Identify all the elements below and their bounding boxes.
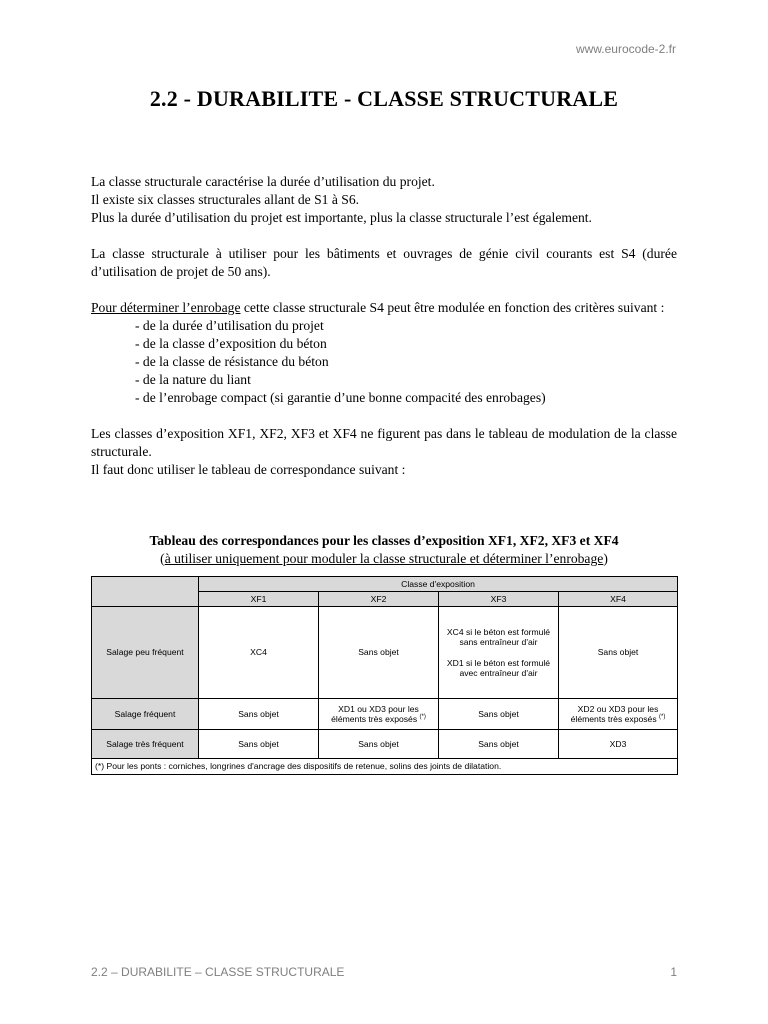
paragraph-s4: La classe structurale à utiliser pour les bâtiments et ouvrages de génie civil courants est S4 (durée d’utilisation de projet de 50 ans).	[91, 246, 677, 279]
row-header: Salage très fréquent	[92, 730, 199, 759]
table-cell	[439, 607, 559, 699]
row-header: Salage peu fréquent	[92, 607, 199, 699]
paragraph-intro-line1: La classe structurale caractérise la durée d’utilisation du projet.	[91, 174, 435, 189]
table-row	[92, 730, 678, 759]
table-cell: XD3	[559, 730, 678, 759]
paragraph-intro-line3: Plus la durée d’utilisation du projet est importante, plus la classe structurale l’est également.	[91, 210, 592, 225]
column-header-xf4: XF4	[559, 592, 678, 607]
paragraph-xf-classes: Les classes d’exposition XF1, XF2, XF3 et XF4 ne figurent pas dans le tableau de modulation de la classe structurale.	[91, 426, 677, 459]
table-cell: Sans objet	[319, 730, 439, 759]
table-row	[92, 699, 678, 730]
table-footnote: (*) Pour les ponts : corniches, longrines d'ancrage des dispositifs de retenue, solins des joints de dilatation.	[92, 759, 678, 775]
correspondence-table	[91, 576, 678, 775]
table-corner-cell	[92, 577, 199, 607]
site-url: www.eurocode-2.fr	[575, 42, 676, 56]
paragraph-enrobage	[91, 299, 677, 317]
subtitle-close: )	[603, 551, 608, 566]
list-item: - de la classe d’exposition du béton	[135, 336, 327, 351]
column-header-xf1: XF1	[199, 592, 319, 607]
cell-text-xd1: XD1 si le béton est formulé avec entraîneur d'air	[446, 657, 551, 678]
table-cell: XC4	[199, 607, 319, 699]
column-header-xf2: XF2	[319, 592, 439, 607]
cell-text: XD1 ou XD3 pour les éléments très exposés	[331, 703, 419, 724]
paragraph-use-table: Il faut donc utiliser le tableau de correspondance suivant :	[91, 462, 406, 477]
page-title: 2.2 - DURABILITE - CLASSE STRUCTURALE	[149, 86, 619, 111]
group-header-exposition: Classe d'exposition	[199, 577, 678, 592]
table-subtitle	[0, 551, 768, 567]
footnote-mark: (*)	[419, 714, 426, 721]
table-cell: Sans objet	[559, 607, 678, 699]
list-item: - de la durée d’utilisation du projet	[135, 318, 324, 333]
enrobage-underlined: Pour déterminer l’enrobage	[91, 300, 241, 315]
footer-title: 2.2 – DURABILITE – CLASSE STRUCTURALE	[91, 965, 345, 979]
cell-text-xc4: XC4 si le béton est formulé sans entraîneur d'air	[446, 626, 551, 647]
table-cell: Sans objet	[439, 699, 559, 730]
table-cell: Sans objet	[199, 730, 319, 759]
list-item: - de la nature du liant	[135, 372, 251, 387]
enrobage-rest: cette classe structurale S4 peut être modulée en fonction des critères suivant :	[240, 300, 665, 315]
table-cell: Sans objet	[199, 699, 319, 730]
paragraph-intro-line2: Il existe six classes structurales allant de S1 à S6.	[91, 192, 360, 207]
list-item: - de la classe de résistance du béton	[135, 354, 329, 369]
body-text	[91, 173, 677, 479]
cell-text: XD2 ou XD3 pour les éléments très exposés	[570, 703, 659, 724]
table-cell: Sans objet	[319, 607, 439, 699]
table-cell: Sans objet	[439, 730, 559, 759]
column-header-xf3: XF3	[439, 592, 559, 607]
page-number: 1	[670, 965, 677, 979]
table-cell	[559, 699, 678, 730]
table-row	[92, 607, 678, 699]
table-cell	[319, 699, 439, 730]
row-header: Salage fréquent	[92, 699, 199, 730]
footnote-mark: (*)	[659, 714, 666, 721]
subtitle-text: à utiliser uniquement pour moduler la classe structurale et déterminer l’enrobage	[164, 551, 604, 566]
list-item: - de l’enrobage compact (si garantie d’une bonne compacité des enrobages)	[135, 390, 546, 405]
table-title: Tableau des correspondances pour les classes d’exposition XF1, XF2, XF3 et XF4	[149, 533, 619, 548]
criteria-list	[91, 317, 677, 407]
subtitle-open: (	[160, 551, 165, 566]
